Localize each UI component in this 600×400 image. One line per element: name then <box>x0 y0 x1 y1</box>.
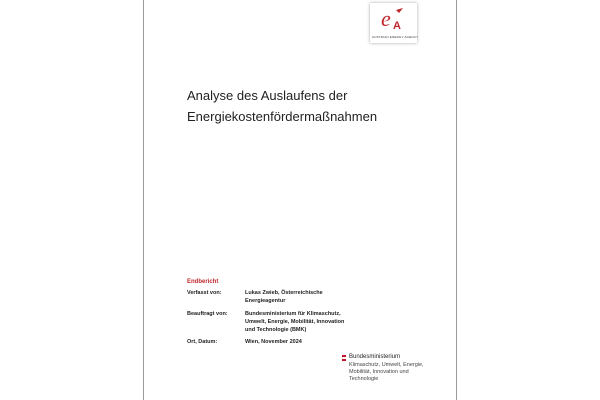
place-date-label: Ort, Datum: <box>187 339 218 345</box>
ministry-name: Bundesministerium <box>349 354 401 360</box>
document-title <box>187 85 447 127</box>
author-value: Lukas Zwieb, Österreichische Energieagentur <box>245 290 323 304</box>
title-line-1: Analyse des Auslaufens der <box>187 88 348 103</box>
title-line-2: Energiekostenfördermaßnahmen <box>187 109 378 124</box>
client-label: Beauftragt von: <box>187 311 228 317</box>
author-label: Verfasst von: <box>187 290 222 296</box>
report-type: Endbericht <box>187 279 219 285</box>
client-value: Bundesministerium für Klimaschutz, Umwelt, Energie, Mobilität, Innovation und Technologie (BMK) <box>245 311 345 333</box>
logo-caption: AUSTRIAN ENERGY AGENCY <box>372 35 419 39</box>
document-page <box>143 0 457 400</box>
ministry-department: Klimaschutz, Umwelt, Energie, Mobilität, Innovation und Technologie <box>349 362 424 382</box>
place-date-value: Wien, November 2024 <box>245 339 302 345</box>
svg-text:A: A <box>393 20 401 31</box>
energy-agency-logo-icon <box>380 7 407 31</box>
svg-text:e: e <box>381 7 391 31</box>
austrian-flag-icon <box>342 355 346 361</box>
energy-agency-logo <box>370 3 417 43</box>
